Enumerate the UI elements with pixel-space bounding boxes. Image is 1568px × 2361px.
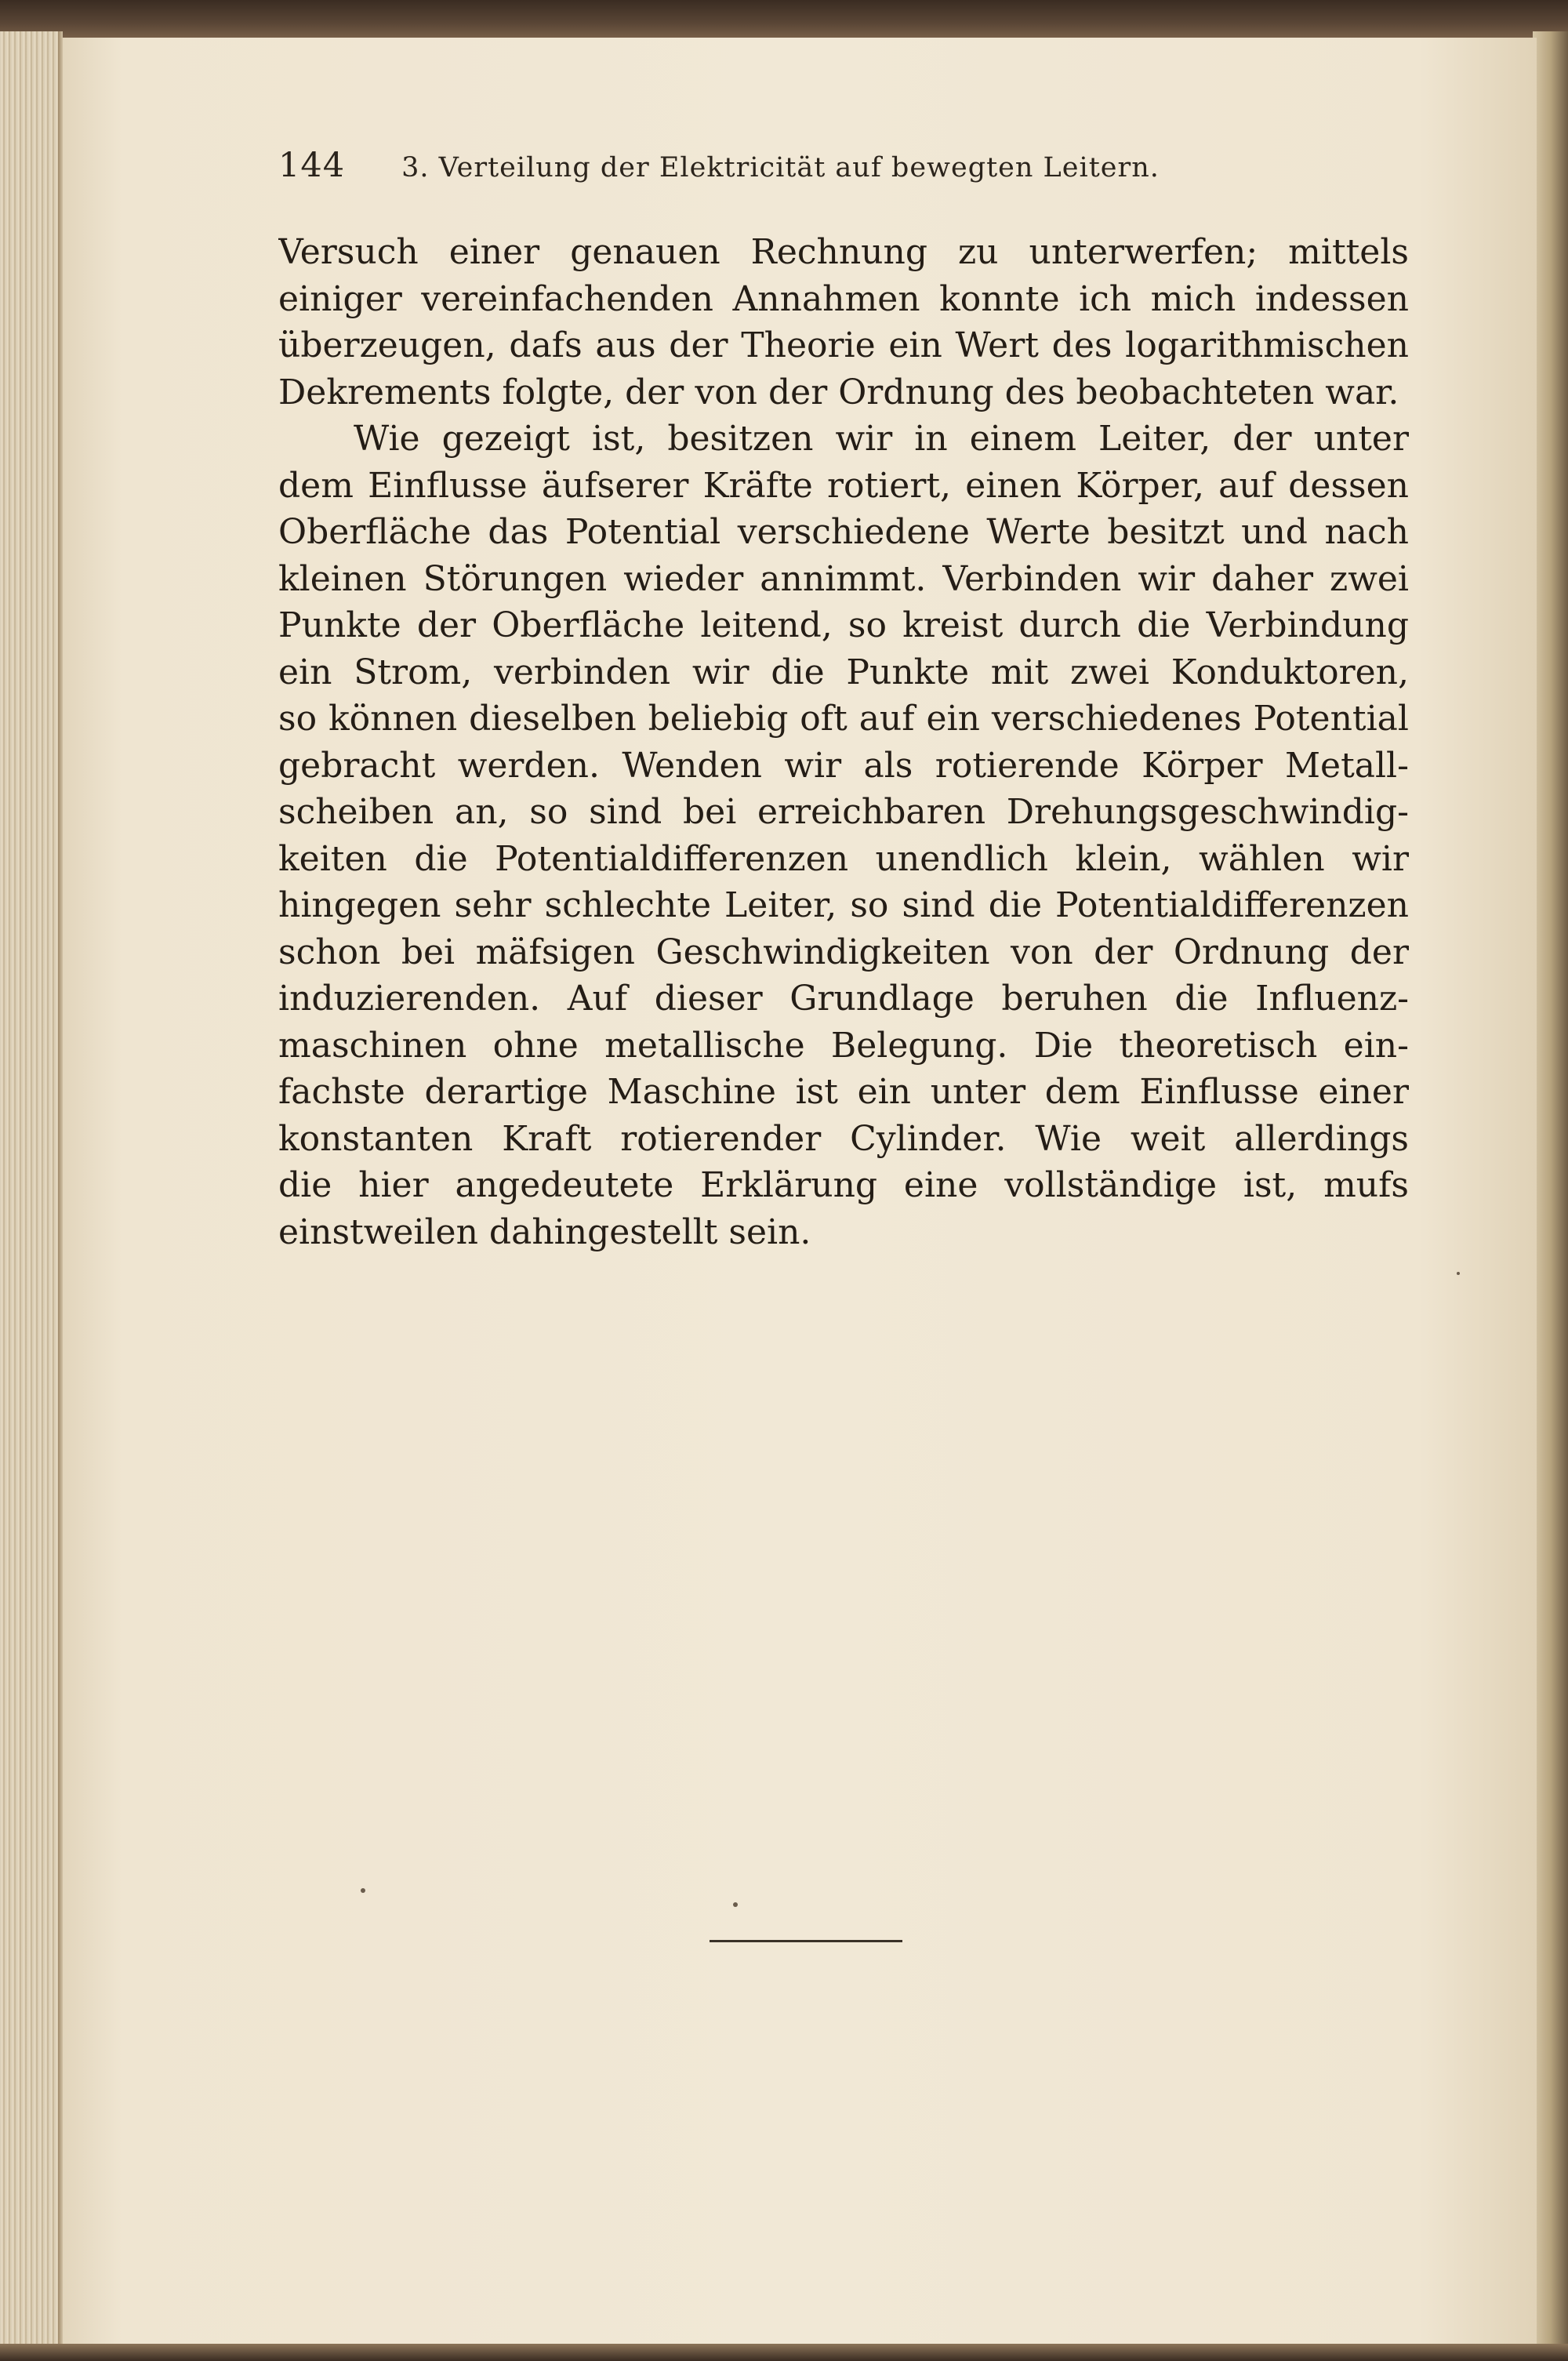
text-line: die hier angedeutete Erklärung eine vollständige ist, mufs xyxy=(278,1165,1409,1205)
paper-speck xyxy=(361,1888,365,1893)
text-line: schon bei mäfsigen Geschwindigkeiten von der Ordnung der xyxy=(278,932,1409,972)
text-line: dem Einflusse äufserer Kräfte rotiert, einen Körper, auf dessen xyxy=(278,465,1409,506)
body-text xyxy=(278,229,1409,1255)
paper-speck xyxy=(733,1902,738,1907)
text-line: hingegen sehr schlechte Leiter, so sind die Potentialdifferenzen xyxy=(278,885,1409,925)
page-edges-left xyxy=(0,31,63,2345)
book-cover-bottom xyxy=(0,2344,1568,2361)
running-header xyxy=(278,146,1321,201)
text-line: fachste derartige Maschine ist ein unter dem Einflusse einer xyxy=(278,1072,1409,1112)
running-title: 3. Verteilung der Elektricität auf bewegten Leitern. xyxy=(401,152,1160,183)
paper-speck xyxy=(1457,1272,1460,1275)
text-line: überzeugen, dafs aus der Theorie ein Wert des logarithmischen xyxy=(278,325,1409,365)
text-line: maschinen ohne metallische Belegung. Die theoretisch ein- xyxy=(278,1025,1409,1066)
text-line: keiten die Potentialdifferenzen unendlich klein, wählen wir xyxy=(278,838,1409,879)
text-line: gebracht werden. Wenden wir als rotierende Körper Metall- xyxy=(278,745,1409,786)
text-line: Dekrements folgte, der von der Ordnung des beobachteten war. xyxy=(278,372,1399,412)
text-line: ein Strom, verbinden wir die Punkte mit zwei Konduktoren, xyxy=(278,652,1409,692)
text-line: einiger vereinfachenden Annahmen konnte ich mich indessen xyxy=(278,278,1409,319)
book-cover-top xyxy=(0,0,1568,39)
text-line: einstweilen dahingestellt sein. xyxy=(278,1211,811,1252)
text-line: Versuch einer genauen Rechnung zu unterwerfen; mittels xyxy=(278,232,1409,272)
text-line: konstanten Kraft rotierender Cylinder. Wie weit allerdings xyxy=(278,1118,1409,1159)
page-edge-right xyxy=(1533,31,1568,2345)
section-end-rule xyxy=(710,1940,902,1942)
text-line: Oberfläche das Potential verschiedene Werte besitzt und nach xyxy=(278,512,1409,552)
text-line: so können dieselben beliebig oft auf ein verschiedenes Potential xyxy=(278,699,1409,739)
page-number: 144 xyxy=(278,146,346,185)
text-line: kleinen Störungen wieder annimmt. Verbinden wir daher zwei xyxy=(278,558,1409,599)
text-line: Punkte der Oberfläche leitend, so kreist durch die Verbindung xyxy=(278,605,1409,645)
text-line: scheiben an, so sind bei erreichbaren Drehungsgeschwindig- xyxy=(278,792,1409,832)
text-line: Wie gezeigt ist, besitzen wir in einem Leiter, der unter xyxy=(354,419,1409,459)
text-line: induzierenden. Auf dieser Grundlage beruhen die Influenz- xyxy=(278,979,1409,1019)
